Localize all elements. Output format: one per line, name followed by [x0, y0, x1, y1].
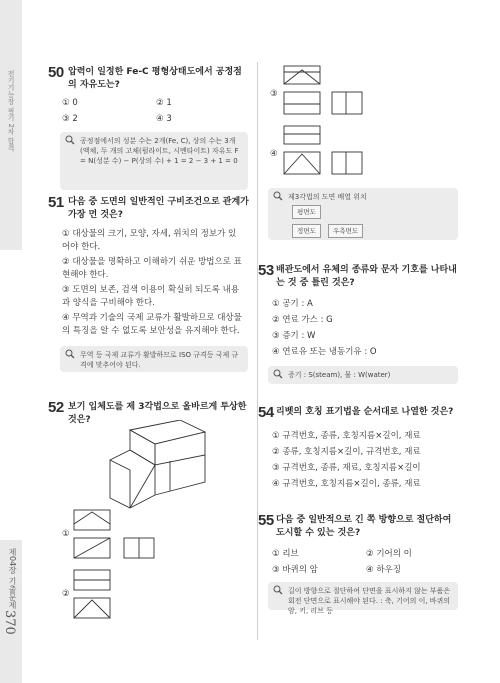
magnifier-icon — [65, 135, 75, 148]
q51-option-1[interactable]: ① 대상물의 크기, 모양, 자세, 위치의 정보가 있어야 한다. — [62, 229, 237, 252]
front-view-label: 정면도 — [292, 224, 321, 238]
q52-text: 보기 입체도를 제 3각법으로 올바르게 투상한 것은? — [68, 402, 247, 425]
magnifier-icon — [273, 369, 283, 382]
q50-text: 압력이 일정한 Fe-C 평형상태도에서 공정점의 자유도는? — [68, 67, 242, 90]
q53-hint-text: 증기 : S(steam), 물 : W(water) — [288, 371, 391, 379]
magnifier-icon — [273, 585, 283, 598]
q54-option-2[interactable]: ② 종류, 호칭지름×길이, 규격번호, 재료 — [272, 447, 421, 457]
magnifier-icon — [65, 349, 75, 362]
q53-option-3[interactable]: ③ 증기 : W — [272, 331, 316, 341]
q52-option-4-label[interactable]: ④ — [270, 149, 278, 159]
q55-option-4[interactable]: ④ 하우징 — [366, 565, 401, 575]
right-side-view-label: 우측면도 — [328, 224, 363, 238]
q55-hint-box — [268, 582, 458, 615]
q54-text: 리벳의 호칭 표기법을 순서대로 나열한 것은? — [276, 407, 454, 417]
q50-option-1[interactable]: ① 0 — [62, 98, 78, 108]
top-view-label: 평면도 — [292, 205, 321, 219]
subject-label: 전기기능장 필기 2차 합격 — [7, 70, 15, 152]
q52-option-4-figure[interactable] — [282, 124, 372, 180]
q55-text: 다음 중 일반적으로 긴 쪽 방향으로 절단하여 도시할 수 있는 것은? — [276, 515, 452, 538]
q53-option-4[interactable]: ④ 연료유 또는 냉동기유 : O — [272, 347, 377, 357]
q53-option-2[interactable]: ② 연료 가스 : G — [272, 315, 333, 325]
q52-option-3-label[interactable]: ③ — [270, 89, 278, 99]
q54-number: 54 — [258, 404, 274, 421]
column-divider — [257, 62, 258, 640]
q50-option-3[interactable]: ③ 2 — [62, 114, 78, 124]
isometric-solid-figure — [100, 420, 210, 510]
q52-option-2-figure[interactable] — [72, 568, 162, 620]
q51-option-3[interactable]: ③ 도면의 보존, 검색 이용이 확실히 되도록 내용과 양식을 구비해야 한다. — [62, 285, 240, 308]
q52-option-2-label[interactable]: ② — [62, 589, 70, 599]
q50-hint-text: 공정점에서의 성분 수는 2개(Fe, C), 상의 수는 3개(액체, 두 개의 고체(펄라이트, 시멘타이트) 자유도 F = N(성분 수) − P(상의 수) + 1 = 2 − 3 + 1 = 0 — [80, 137, 239, 165]
page-number: 370 — [2, 610, 17, 635]
q52-number: 52 — [48, 399, 64, 416]
q52-option-1-label[interactable]: ① — [62, 529, 70, 539]
q55-option-3[interactable]: ③ 바퀴의 암 — [272, 565, 318, 575]
q53-text: 배관도에서 유체의 종류와 문자 기호를 나타내는 것 중 틀린 것은? — [276, 265, 457, 288]
q55-option-2[interactable]: ② 기어의 이 — [366, 549, 412, 559]
q53-option-1[interactable]: ① 공기 : A — [272, 299, 313, 309]
q52-hint-box — [268, 188, 458, 240]
q53-hint-box — [268, 366, 458, 384]
chapter-label: 제04장 기출문제 — [8, 548, 17, 609]
q51-option-4[interactable]: ④ 무역과 기술의 국제 교류가 활발하므로 대상물의 특징을 알 수 없도록 보안성을 유지해야 한다. — [62, 313, 242, 336]
q55-number: 55 — [258, 512, 274, 529]
q51-hint-text: 무역 등 국제 교류가 활발하므로 ISO 규격등 국제 규격에 맞추어야 된다. — [80, 351, 239, 369]
q51-option-2[interactable]: ② 대상물을 명확하고 이해하기 쉬운 방법으로 표현해야 한다. — [62, 257, 242, 280]
q50-hint-box — [60, 132, 248, 190]
q50-number: 50 — [48, 64, 64, 81]
q55-hint-text: 길이 방향으로 절단하여 단면을 표시하지 않는 부품은 회전 단면으로 표시해야 된다. : 축, 기어의 이, 바퀴의 암, 키, 리브 등 — [288, 587, 451, 615]
q50-option-2[interactable]: ② 1 — [156, 98, 172, 108]
q51-number: 51 — [48, 194, 64, 211]
q53-number: 53 — [258, 262, 274, 279]
q54-option-1[interactable]: ① 규격번호, 종류, 호칭지름×길이, 재료 — [272, 431, 421, 441]
q52-option-3-figure[interactable] — [282, 64, 372, 120]
q55-option-1[interactable]: ① 리브 — [272, 549, 299, 559]
q51-text: 다음 중 도면의 일반적인 구비조건으로 관계가 가장 먼 것은? — [68, 197, 249, 220]
q52-option-1-figure[interactable] — [72, 508, 162, 560]
q54-option-3[interactable]: ③ 규격번호, 종류, 재료, 호칭지름×길이 — [272, 463, 421, 473]
q54-option-4[interactable]: ④ 규격번호, 호칭지름×길이, 종류, 재료 — [272, 479, 421, 489]
q50-option-4[interactable]: ④ 3 — [156, 114, 172, 124]
magnifier-icon — [273, 191, 283, 204]
q52-hint-title: 제3각법의 도면 배열 위치 — [288, 193, 367, 201]
q51-hint-box — [60, 346, 248, 372]
